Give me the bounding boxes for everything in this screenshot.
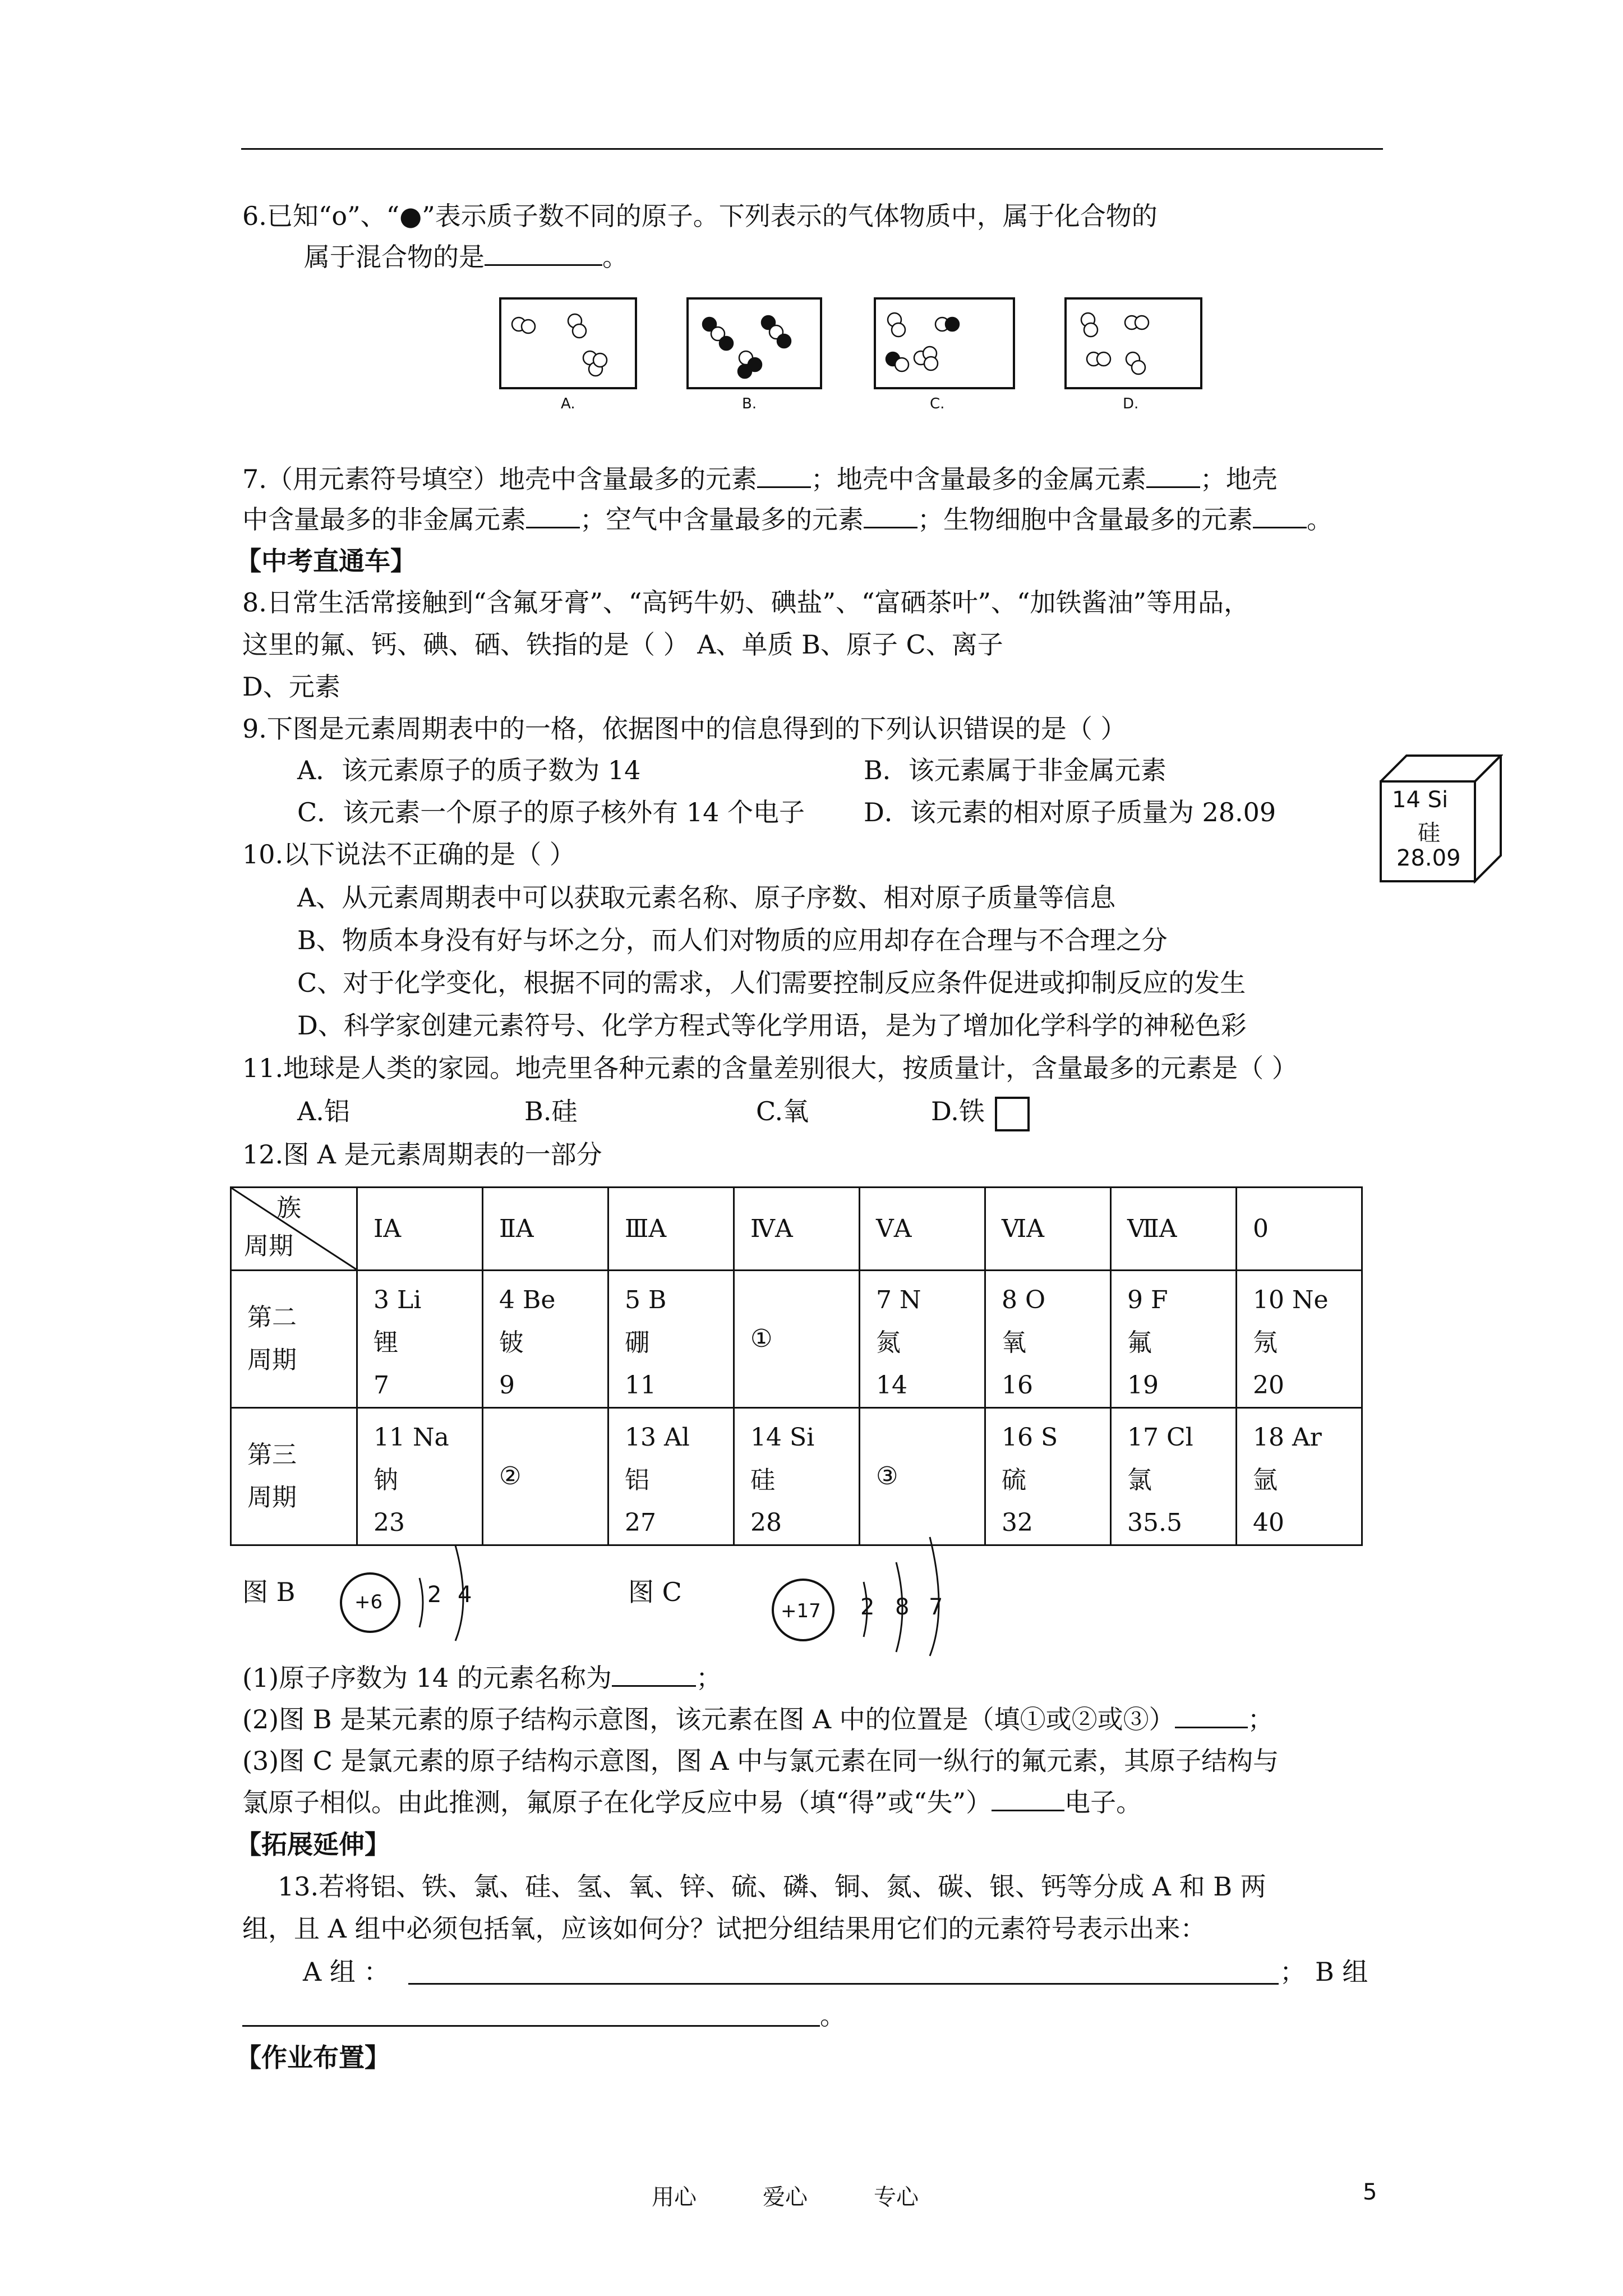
fig-b-label: 图 B <box>242 1577 296 1607</box>
group-header: ⅤA <box>860 1188 985 1271</box>
q7-blank-2[interactable] <box>1146 466 1200 488</box>
q12-sub3-line2 <box>242 1787 1142 1818</box>
q13-end: 。 <box>820 2000 846 2031</box>
period-2-row <box>231 1271 1362 1408</box>
q12-sub1-end: ； <box>695 1663 722 1693</box>
group-header: ⅠA <box>357 1188 483 1271</box>
q13-group-a-label: A 组 ： <box>303 1957 390 1987</box>
element-name: 钠 <box>374 1466 398 1494</box>
element-cell <box>608 1271 734 1408</box>
element-mass: 28 <box>750 1508 782 1537</box>
q6-line2 <box>304 241 628 273</box>
q11-stem: 11.地球是人类的家园。地壳里各种元素的含量差别很大，按质量计，含量最多的元素是（ ） <box>242 1053 1298 1083</box>
q12-sub2-text: (2)图 B 是某元素的原子结构示意图，该元素在图 A 中的位置是（填①或②或③） <box>242 1704 1175 1734</box>
q7-line1 <box>242 463 1278 495</box>
table-header-row <box>231 1188 1362 1271</box>
q7-blank-4[interactable] <box>864 507 917 528</box>
element-cell <box>608 1408 734 1545</box>
box-a-label: A. <box>561 395 575 412</box>
q6-line1: 6.已知“ο”、“●”表示质子数不同的原子。下列表示的气体物质中，属于化合物的 <box>242 201 1158 231</box>
element-name: 硫 <box>1002 1466 1026 1494</box>
period-label-line: 第三 <box>247 1441 297 1469</box>
q11-option-c: C.氧 <box>756 1096 809 1126</box>
element-name: 氮 <box>876 1328 901 1357</box>
q13-semicolon: ； <box>1280 1957 1306 1987</box>
q12-sub3-end: 电子。 <box>1064 1787 1142 1818</box>
period-label-line: 周期 <box>247 1483 297 1512</box>
fig-c-atom-diagram <box>768 1531 948 1658</box>
q11-option-b: B.硅 <box>524 1096 578 1126</box>
q7-blank-1[interactable] <box>757 466 811 488</box>
element-cell <box>1237 1408 1362 1545</box>
q10-option-d: D、科学家创建元素符号、化学方程式等化学用语，是为了增加化学科学的神秘色彩 <box>297 1010 1247 1041</box>
q9-option-b: B．该元素属于非金属元素 <box>864 755 1166 785</box>
element-name: 硼 <box>625 1328 649 1357</box>
element-name: 铝 <box>625 1466 649 1494</box>
element-symbol: 5 B <box>625 1286 667 1314</box>
box-d-label: D. <box>1123 395 1139 412</box>
q11-answer-box[interactable] <box>995 1097 1030 1131</box>
period-label-line: 周期 <box>247 1346 297 1374</box>
q6-molecule-boxes <box>499 297 1206 393</box>
q10-option-c: C、对于化学变化，根据不同的需求，人们需要控制反应条件促进或抑制反应的发生 <box>297 968 1246 998</box>
period-2-label <box>231 1271 357 1408</box>
periodic-table-fig-a <box>230 1186 1363 1546</box>
group-header: ⅦA <box>1111 1188 1237 1271</box>
q12-sub2 <box>242 1704 1274 1735</box>
element-mass: 11 <box>625 1371 656 1400</box>
si-cell-name: 硅 <box>1418 820 1440 846</box>
box-b-label: B. <box>742 395 757 412</box>
group-header: ⅣA <box>734 1188 860 1271</box>
fig-c-nucleus: +17 <box>781 1600 821 1622</box>
box-c <box>875 298 1014 388</box>
period-3-row <box>231 1408 1362 1545</box>
fig-c-label: 图 C <box>628 1577 682 1607</box>
element-name: 硅 <box>750 1466 775 1494</box>
element-mass: 7 <box>374 1371 389 1400</box>
fig-b-shell-1: 2 <box>427 1582 442 1608</box>
group-header: 0 <box>1237 1188 1362 1271</box>
element-name: 氟 <box>1127 1328 1152 1357</box>
element-mass: 19 <box>1127 1371 1159 1400</box>
element-symbol: 3 Li <box>374 1286 422 1314</box>
q10-stem: 10.以下说法不正确的是（ ） <box>242 839 575 869</box>
q6-line2-text: 属于混合物的是 <box>304 242 485 272</box>
q11-option-a: A.铝 <box>297 1096 350 1126</box>
fig-b-shell-2: 4 <box>458 1582 472 1608</box>
q10-option-b: B、物质本身没有好与坏之分，而人们对物质的应用却存在合理与不合理之分 <box>297 925 1168 955</box>
element-symbol: 13 Al <box>625 1423 690 1452</box>
element-cell <box>734 1408 860 1545</box>
element-mass: 9 <box>499 1371 515 1400</box>
period-3-label <box>231 1408 357 1545</box>
fig-b-nucleus: +6 <box>354 1591 383 1613</box>
si-cell-top: 14 Si <box>1392 787 1449 813</box>
element-cell <box>357 1408 483 1545</box>
q12-sub1-text: (1)原子序数为 14 的元素名称为 <box>242 1663 612 1693</box>
q7-t1: 7.（用元素符号填空）地壳中含量最多的元素 <box>242 464 757 494</box>
group-header: ⅡA <box>483 1188 608 1271</box>
box-d <box>1066 298 1201 388</box>
page-number: 5 <box>1363 2179 1377 2205</box>
q13-line2: 组，且 A 组中必须包括氧，应该如何分？试把分组结果用它们的元素符号表示出来： <box>242 1913 1206 1944</box>
q9-option-d: D．该元素的相对原子质量为 28.09 <box>864 797 1276 827</box>
element-name: 氩 <box>1253 1466 1278 1494</box>
q12-sub2-blank[interactable] <box>1175 1706 1248 1728</box>
element-mass: 40 <box>1253 1508 1284 1537</box>
section-zhongkao: 【中考直通车】 <box>236 546 416 576</box>
period-label-line: 第二 <box>247 1303 297 1332</box>
q12-sub3-blank[interactable] <box>992 1789 1064 1811</box>
footer-motto-3: 专心 <box>874 2184 919 2210</box>
q12-sub1 <box>242 1662 722 1694</box>
header-rule <box>241 148 1383 150</box>
element-cell <box>985 1408 1111 1545</box>
q7-t4: 中含量最多的非金属元素 <box>242 504 526 535</box>
element-cell <box>1237 1271 1362 1408</box>
fig-c-shell-1: 2 <box>860 1594 875 1620</box>
element-mass: 20 <box>1253 1371 1284 1400</box>
box-a <box>500 298 636 388</box>
q13-group-a-blank[interactable] <box>408 1983 1279 1985</box>
q7-t3: ；地壳 <box>1200 464 1278 494</box>
element-cell <box>860 1271 985 1408</box>
q7-t2: ；地壳中含量最多的金属元素 <box>810 464 1146 494</box>
element-symbol: 8 O <box>1002 1286 1046 1314</box>
group-header: ⅢA <box>608 1188 734 1271</box>
element-mass: 35.5 <box>1127 1508 1182 1537</box>
q10-option-a: A、从元素周期表中可以获取元素名称、原子序数、相对原子质量等信息 <box>297 882 1116 913</box>
si-cell-mass: 28.09 <box>1396 845 1461 871</box>
q7-t6: ；生物细胞中含量最多的元素 <box>917 504 1253 535</box>
element-symbol: 7 N <box>876 1286 921 1314</box>
element-cell <box>1111 1271 1237 1408</box>
corner-cell <box>231 1188 357 1271</box>
element-cell <box>357 1271 483 1408</box>
q9-stem: 9.下图是元素周期表中的一格，依据图中的信息得到的下列认识错误的是（ ） <box>242 714 1127 744</box>
q12-stem: 12.图 A 是元素周期表的一部分 <box>242 1139 602 1170</box>
box-b <box>688 298 821 388</box>
element-cell <box>483 1271 608 1408</box>
element-symbol: 10 Ne <box>1253 1286 1329 1314</box>
blank-position-2: ② <box>483 1408 608 1545</box>
q6-answer-blank[interactable] <box>485 244 602 266</box>
element-name: 氯 <box>1127 1466 1152 1494</box>
box-c-label: C. <box>930 395 945 412</box>
element-name: 氖 <box>1253 1328 1278 1357</box>
corner-period-label: 周期 <box>244 1232 293 1260</box>
q11-option-d: D.铁 <box>931 1096 985 1126</box>
element-symbol: 17 Cl <box>1127 1423 1193 1452</box>
footer-motto-2: 爱心 <box>763 2184 808 2210</box>
blank-position-1: ① <box>734 1271 860 1408</box>
element-cell <box>985 1271 1111 1408</box>
q7-t7: 。 <box>1307 504 1332 535</box>
element-symbol: 14 Si <box>750 1423 815 1452</box>
element-mass: 27 <box>625 1508 656 1537</box>
q9-option-a: A．该元素原子的质子数为 14 <box>297 755 641 785</box>
element-symbol: 9 F <box>1127 1286 1168 1314</box>
q12-sub3-line1: (3)图 C 是氯元素的原子结构示意图，图 A 中与氯元素在同一纵行的氟元素，其原子结构与 <box>242 1746 1279 1776</box>
q7-blank-3[interactable] <box>526 507 580 528</box>
q12-sub3-text: 氯原子相似。由此推测，氟原子在化学反应中易（填“得”或“失”） <box>242 1787 992 1818</box>
q8-line3: D、元素 <box>242 671 340 702</box>
fig-c-shell-2: 8 <box>895 1594 910 1620</box>
element-symbol: 18 Ar <box>1253 1423 1322 1452</box>
element-symbol: 4 Be <box>499 1286 556 1314</box>
q8-line1: 8.日常生活常接触到“含氟牙膏”、“高钙牛奶、碘盐”、“富硒茶叶”、“加铁酱油”等用品， <box>242 587 1250 618</box>
q7-blank-5[interactable] <box>1253 507 1307 528</box>
q12-sub1-blank[interactable] <box>612 1665 696 1687</box>
q7-line2 <box>242 504 1332 535</box>
footer-motto-1: 用心 <box>652 2184 697 2210</box>
element-mass: 23 <box>374 1508 405 1537</box>
q13-group-b-blank[interactable] <box>242 2025 820 2027</box>
q7-t5: ；空气中含量最多的元素 <box>580 504 864 535</box>
fig-c-shell-3: 7 <box>929 1594 943 1620</box>
element-mass: 14 <box>876 1371 907 1400</box>
element-mass: 16 <box>1002 1371 1033 1400</box>
group-header: ⅥA <box>985 1188 1111 1271</box>
element-symbol: 11 Na <box>374 1423 449 1452</box>
q9-option-c: C．该元素一个原子的原子核外有 14 个电子 <box>297 797 805 827</box>
element-name: 氧 <box>1002 1328 1026 1357</box>
element-name: 铍 <box>499 1328 524 1357</box>
element-mass: 32 <box>1002 1508 1033 1537</box>
element-name: 锂 <box>374 1328 398 1357</box>
q13-group-b-label: B 组 <box>1315 1957 1368 1987</box>
q6-line2-end: 。 <box>602 242 628 272</box>
q8-line2: 这里的氟、钙、碘、硒、铁指的是（ ） A、单质 B、原子 C、离子 <box>242 629 1003 660</box>
corner-group-label: 族 <box>276 1194 301 1222</box>
section-homework: 【作业布置】 <box>236 2042 390 2073</box>
element-symbol: 16 S <box>1002 1423 1058 1452</box>
q12-sub2-end: ； <box>1247 1704 1274 1734</box>
section-extension: 【拓展延伸】 <box>236 1829 390 1860</box>
blank-position-3: ③ <box>860 1408 985 1545</box>
q13-line1: 13.若将铝、铁、氯、硅、氢、氧、锌、硫、磷、铜、氮、碳、银、钙等分成 A 和 B 两 <box>278 1871 1266 1902</box>
element-cell <box>1111 1408 1237 1545</box>
